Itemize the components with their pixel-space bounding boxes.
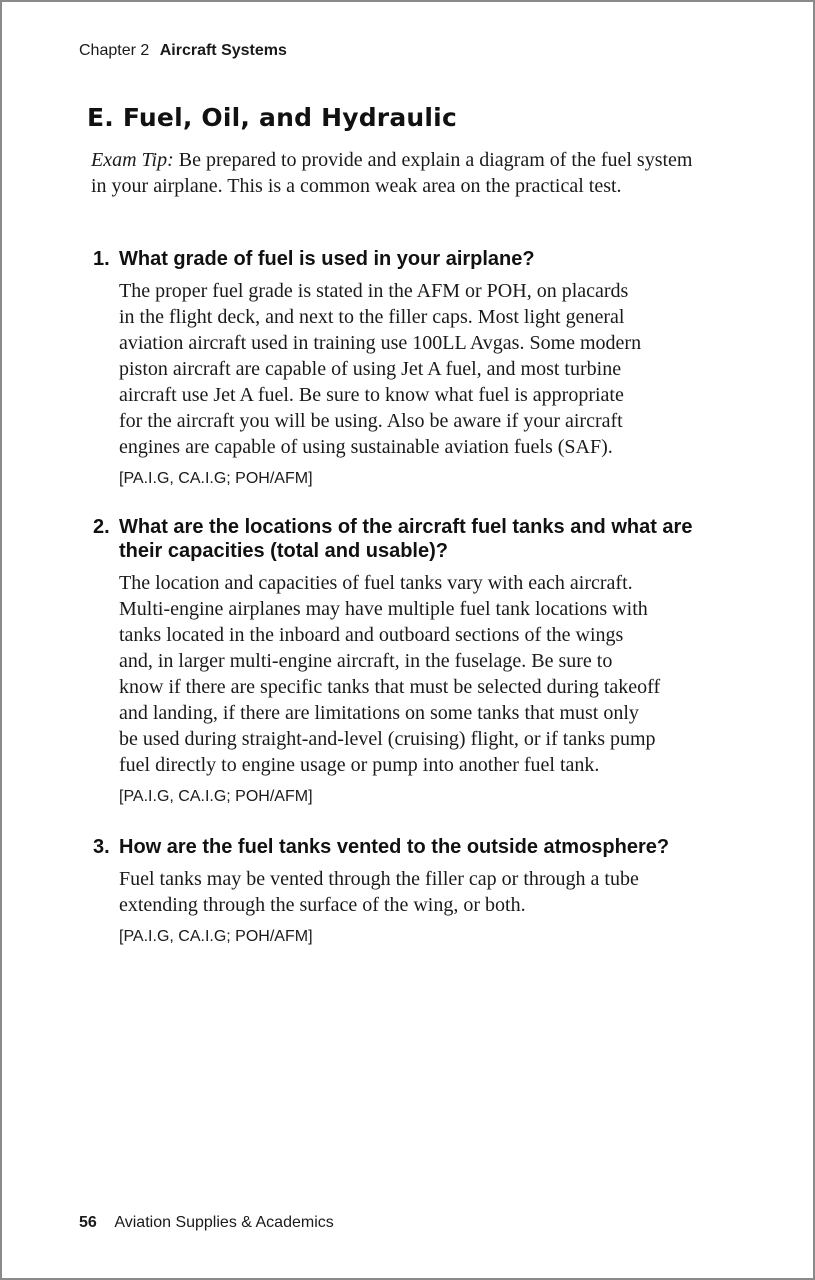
reference-citation: [PA.I.G, CA.I.G; POH/AFM] — [119, 928, 313, 945]
question-item — [91, 515, 731, 808]
answer-text: Fuel tanks may be vented through the filler cap or through a tube extending through the surface of the wing, or both. — [119, 868, 639, 916]
exam-tip-label: Exam Tip: — [91, 149, 174, 171]
answer-text: The location and capacities of fuel tanks vary with each aircraft. Multi-engine airplanes may have multiple fuel tank locations with tanks located in the inboard and outboard sections of the wings and, in larger multi-engine aircraft, in the fuselage. Be sure to know if there are specific tanks that must be selected during takeoff and landing, if there are limitations on some tanks that must only be used during straight-and-level (cruising) flight, or if tanks pump fuel directly to engine usage or pump into another fuel tank. — [119, 572, 661, 776]
question-item — [91, 835, 731, 948]
question-text: What are the locations of the aircraft fuel tanks and what are their capacities (total and usable)? — [119, 516, 693, 562]
exam-tip-text: Be prepared to provide and explain a diagram of the fuel system in your airplane. This is a common weak area on the practical test. — [91, 149, 693, 197]
chapter-title: Aircraft Systems — [159, 42, 287, 59]
question-heading — [91, 247, 731, 271]
question-number: 1. — [93, 248, 110, 270]
question-number: 3. — [93, 836, 110, 858]
chapter-label: Chapter 2 — [79, 42, 150, 59]
page-number: 56 — [79, 1214, 97, 1231]
publisher-name: Aviation Supplies & Academics — [114, 1214, 334, 1231]
exam-tip — [91, 147, 711, 199]
question-heading — [91, 835, 731, 859]
running-header — [79, 42, 287, 60]
question-item — [91, 247, 731, 490]
reference-citation: [PA.I.G, CA.I.G; POH/AFM] — [119, 788, 313, 805]
question-text: How are the fuel tanks vented to the outside atmosphere? — [119, 836, 670, 858]
answer-text: The proper fuel grade is stated in the AFM or POH, on placards in the flight deck, and next to the filler caps. Most light general aviation aircraft used in training use 100LL Avgas. Some modern piston aircraft are capable of using Jet A fuel, and most turbine aircraft use Jet A fuel. Be sure to know what fuel is appropriate for the aircraft you will be using. Also be aware if your aircraft engines are capable of using sustainable aviation fuels (SAF). — [119, 280, 642, 458]
question-heading — [91, 515, 731, 563]
page-footer — [79, 1214, 334, 1232]
section-title: E. Fuel, Oil, and Hydraulic — [87, 103, 457, 132]
reference-citation: [PA.I.G, CA.I.G; POH/AFM] — [119, 470, 313, 487]
question-text: What grade of fuel is used in your airplane? — [119, 248, 535, 270]
question-number: 2. — [93, 516, 110, 538]
